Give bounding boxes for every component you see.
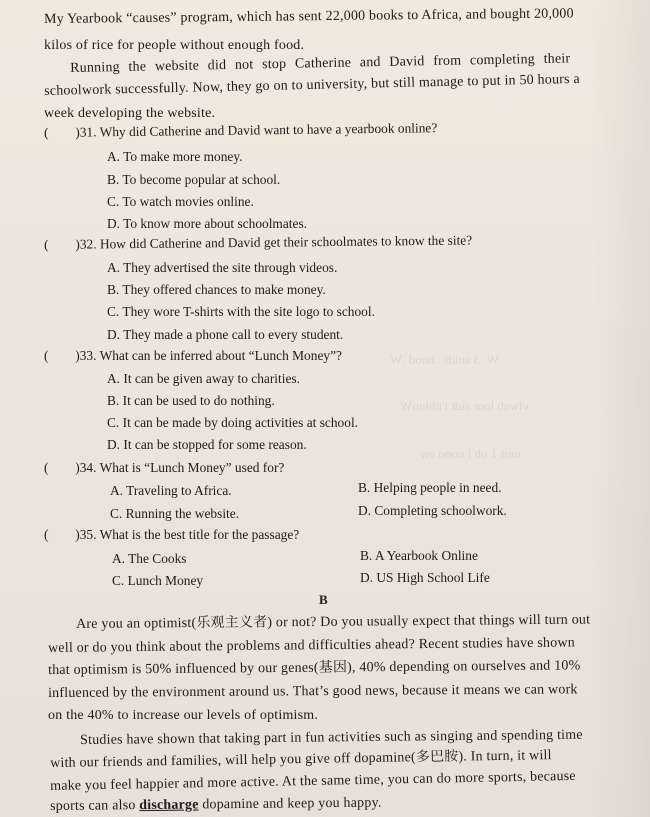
question-text: How did Catherine and David get their schoolmates to know the site? <box>99 232 473 252</box>
question-32 <box>44 232 472 254</box>
passage-b-line: influenced by the environment around us. That’s good news, because it means we can work <box>48 682 578 701</box>
option: C. Running the website. <box>110 506 240 521</box>
question-34 <box>44 459 284 477</box>
question-text: Why did Catherine and David want to have a yearbook online? <box>99 120 438 140</box>
option: D. Completing schoolwork. <box>358 503 507 518</box>
option: B. A Yearbook Online <box>360 548 478 563</box>
bleed-through-text: .onit 1 ob l oono aw <box>420 446 524 461</box>
option: D. US High School Life <box>360 570 490 585</box>
option: B. To become popular at school. <box>107 172 281 187</box>
option: B. They offered chances to make money. <box>107 282 326 297</box>
option: D. It can be stopped for some reason. <box>107 437 307 452</box>
bleed-through-text: W .3 anidi . hood .W <box>390 352 499 367</box>
passage-b-line: that optimism is 50% influenced by our genes(基因), 40% depending on ourselves and 10% <box>48 658 581 678</box>
option: B. Helping people in need. <box>358 480 502 495</box>
passage-b-line: Studies have shown that taking part in fun activities such as singing and spending time <box>80 727 583 748</box>
text-run: dopamine and keep you happy. <box>198 795 382 813</box>
emphasized-word: discharge <box>139 797 199 814</box>
page-edge-shadow <box>590 0 650 817</box>
passage-a-line: kilos of rice for people without enough food. <box>44 38 305 53</box>
option: A. The Cooks <box>112 551 187 566</box>
option: A. They advertised the site through videos. <box>107 260 338 275</box>
option: C. It can be made by doing activities at school. <box>107 415 359 430</box>
question-text: What can be inferred about “Lunch Money”? <box>99 348 342 363</box>
option: C. They wore T-shirts with the site logo to school. <box>107 304 375 319</box>
option: A. It can be given away to charities. <box>107 371 300 386</box>
question-number: ( )33. <box>44 348 97 363</box>
passage-b-line: well or do you think about the problems and difficulties ahead? Recent studies have shown <box>48 635 576 656</box>
question-number: ( )31. <box>44 124 97 140</box>
passage-b-line: with our friends and families, will help you give off dopamine(多巴胺). In turn, it will <box>50 748 552 771</box>
text-run: sports can also <box>50 798 140 814</box>
passage-b-line <box>50 795 382 816</box>
passage-a-line: schoolwork successfully. Now, they go on to university, but still manage to put in 50 hours a <box>44 71 580 99</box>
passage-b-line: make you feel happier and more active. At the same time, you can do more sports, because <box>50 768 576 794</box>
section-label: B <box>319 592 328 607</box>
question-number: ( )35. <box>44 527 97 542</box>
option: C. Lunch Money <box>112 573 204 588</box>
passage-b-line: on the 40% to increase our levels of optimism. <box>48 708 319 723</box>
option: A. Traveling to Africa. <box>110 483 232 498</box>
question-35 <box>44 526 299 544</box>
bleed-through-text: vlwab loor sidt t'nbluoW <box>400 398 530 413</box>
passage-b-line: Are you an optimist(乐观主义者) or not? Do you usually expect that things will turn out <box>76 612 591 632</box>
question-31 <box>44 119 437 142</box>
option: A. To make more money. <box>107 149 243 164</box>
option: D. To know more about schoolmates. <box>107 216 308 231</box>
passage-a-line: My Yearbook “causes” program, which has sent 22,000 books to Africa, and bought 20,000 <box>44 6 574 27</box>
question-text: What is “Lunch Money” used for? <box>99 460 285 475</box>
passage-a-line: week developing the website. <box>44 106 216 121</box>
question-number: ( )34. <box>44 460 97 475</box>
option: D. They made a phone call to every student. <box>107 327 344 342</box>
option: B. It can be used to do nothing. <box>107 393 275 408</box>
passage-a-line: Running the website did not stop Catherine and David from completing their <box>70 51 571 76</box>
question-number: ( )32. <box>44 236 97 252</box>
question-text: What is the best title for the passage? <box>99 527 300 542</box>
option: C. To watch movies online. <box>107 194 254 209</box>
question-33 <box>44 347 342 365</box>
